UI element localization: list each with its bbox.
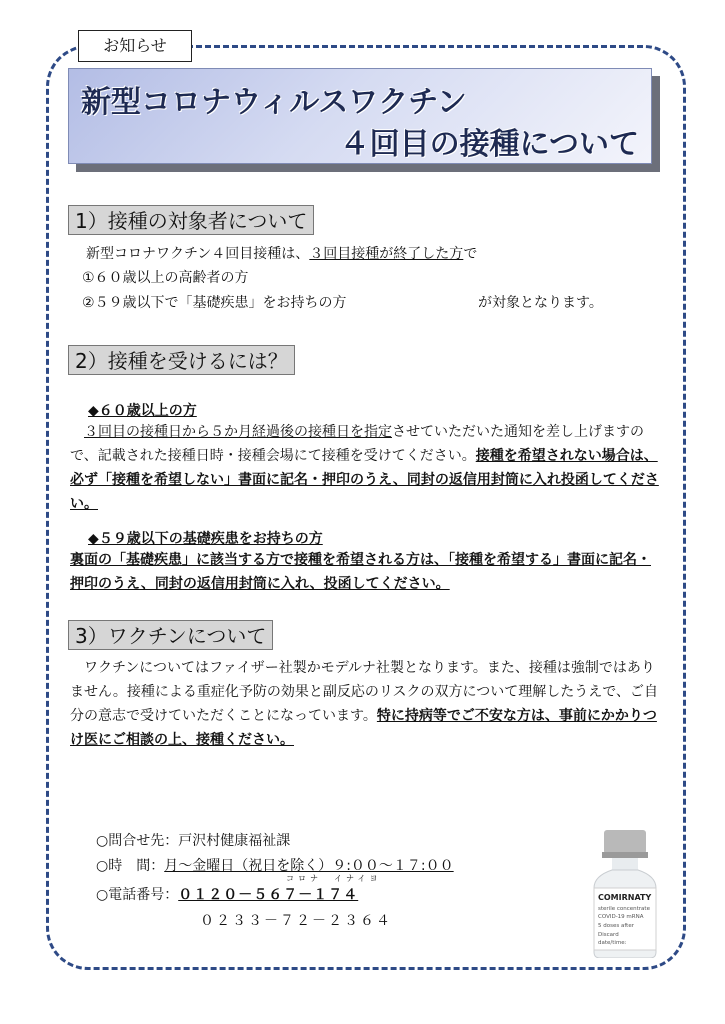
section1-intro-highlight: ３回目接種が終了した方	[309, 246, 464, 262]
section2-para1-warning: 接種を希望されない場合は、必ず「接種を希望しない」書面に記名・押印のうえ、同封の返信用封筒に入れ投函してください。	[70, 448, 659, 512]
phone-label: ○電話番号：	[96, 887, 179, 903]
contact-inquiry	[96, 830, 290, 850]
section2-heading: 2）接種を受けるには？	[68, 345, 295, 375]
vaccine-vial-image	[590, 830, 660, 958]
section2-para1-highlight: ３回目の接種日から５か月経過後の接種日を指定	[84, 424, 392, 440]
title-line-2: ４回目の接種について	[339, 127, 639, 162]
vial-line1: sterile concentrate	[598, 906, 650, 912]
section2-para1-body: させていただいた通知を差し上げますので、記載された接種日時・接種会場にて接種を受けてください。	[70, 424, 644, 464]
section2-sub1: ◆６０歳以上の方	[88, 403, 197, 419]
section1-intro-a: 新型コロナワクチン４回目接種は、	[86, 246, 310, 262]
vial-line3: 5 doses after	[598, 923, 634, 929]
phone-primary: ０１２０－５６７－１７４	[178, 887, 359, 903]
section1-item2-tail: が対象となります。	[478, 295, 603, 311]
vial-line4: Discard	[598, 932, 619, 938]
section2-para2	[70, 548, 660, 596]
phone-ruby: コロナ イナイヨ	[286, 874, 382, 883]
section1-heading: 1）接種の対象者について	[68, 205, 314, 235]
section3-heading: 3）ワクチンについて	[68, 620, 273, 650]
hours-value: 月～金曜日（祝日を除く）９:００～１７:００	[164, 858, 454, 874]
inquiry-value: 戸沢村健康福祉課	[178, 833, 291, 849]
notice-label: お知らせ	[78, 30, 192, 62]
section3-para-warning: 特に持病等でご不安な方は、事前にかかりつけ医にご相談の上、接種ください。	[70, 708, 657, 748]
contact-hours	[96, 855, 454, 875]
section1-intro-c: で	[463, 246, 478, 262]
phone-secondary: ０２３３－７２－２３６４	[200, 913, 392, 929]
title-banner	[68, 68, 652, 164]
title-line-1: 新型コロナウィルスワクチン	[81, 85, 467, 120]
hours-label: ○時 間：	[96, 858, 165, 874]
section3-para-body: ワクチンについてはファイザー社製かモデルナ社製となります。また、接種は強制ではありません。接種による重症化予防の効果と副反応のリスクの双方について理解したうえで、ご自分の意志で受けていただくことになっています。	[70, 660, 658, 724]
section1-item1: ①６０歳以上の高齢者の方	[82, 270, 249, 286]
inquiry-label: ○問合せ先：	[96, 833, 179, 849]
contact-phone	[96, 884, 358, 904]
section1-intro	[86, 243, 477, 266]
vial-brand: COMIRNATY	[598, 893, 652, 902]
section1-item2: ②５９歳以下で「基礎疾患」をお持ちの方	[82, 295, 347, 311]
vial-line5: date/time:	[598, 940, 627, 946]
section2-sub2: ◆５９歳以下の基礎疾患をお持ちの方	[88, 531, 323, 547]
section3-para	[70, 656, 660, 752]
section2-para1	[70, 420, 660, 516]
vial-line2: COVID-19 mRNA	[598, 914, 644, 920]
section2-para2-text: 裏面の「基礎疾患」に該当する方で接種を希望される方は、「接種を希望する」書面に記名・押印のうえ、同封の返信用封筒に入れ、投函してください。	[70, 552, 651, 592]
